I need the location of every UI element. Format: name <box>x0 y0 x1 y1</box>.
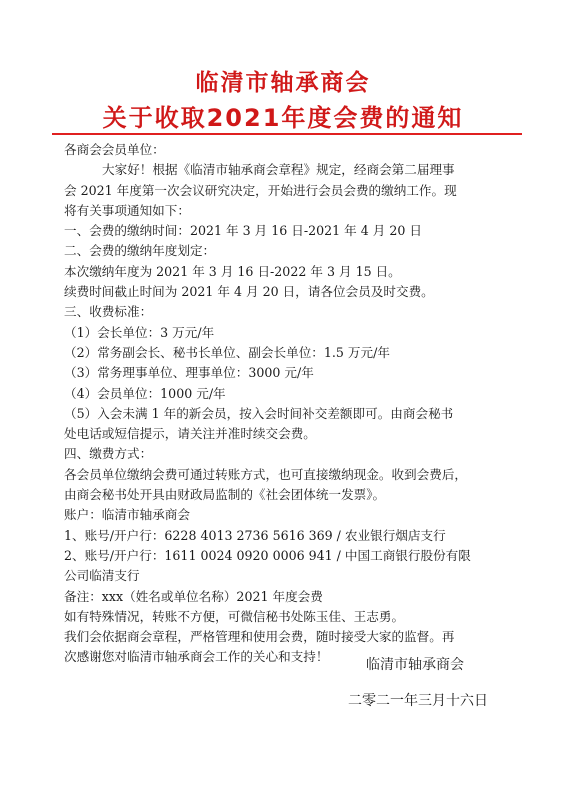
account-2-cont: 公司临清支行 <box>64 568 140 584</box>
closing-line: 我们会依据商会章程，严格管理和使用会费，随时接受大家的监督。再 <box>64 629 455 645</box>
notice-title-org: 临清市轴承商会 <box>195 70 371 96</box>
red-divider-line <box>52 133 522 135</box>
fee-item-president: （1）会长单位：3 万元/年 <box>64 324 215 340</box>
intro-line: 大家好！根据《临清市轴承商会章程》规定，经商会第二届理事 <box>102 162 455 178</box>
section-payment-method: 四、缴费方式： <box>64 446 153 462</box>
payment-deadline: 续费时间截止时间为 2021 年 4 月 20 日，请各位会员及时交费。 <box>64 284 434 300</box>
fee-item-new-member-cont: 处电话或短信提示，请关注并准时续交会费。 <box>64 426 316 442</box>
account-name: 账户：临清市轴承商会 <box>64 507 190 523</box>
closing-line: 次感谢您对临清市轴承商会工作的关心和支持！ <box>64 649 329 665</box>
salutation: 各商会会员单位： <box>64 142 165 157</box>
notice-title-subject: 关于收取2021年度会费的通知 <box>102 104 464 132</box>
intro-line: 将有关事项通知如下： <box>64 202 190 218</box>
section-payment-year: 二、会费的缴纳年度划定： <box>64 243 216 259</box>
intro-line: 会 2021 年度第一次会议研究决定，开始进行会员会费的缴纳工作。现 <box>64 182 457 198</box>
fee-item-member: （4）会员单位：1000 元/年 <box>64 385 226 401</box>
section-fee-standard: 三、收费标准： <box>64 304 153 320</box>
payment-method-invoice: 由商会秘书处开具由财政局监制的《社会团体统一发票》。 <box>64 487 386 503</box>
section-payment-time: 一、会费的缴纳时间：2021 年 3 月 16 日-2021 年 4 月 20 日 <box>64 223 422 239</box>
fee-item-vice-president: （2）常务副会长、秘书长单位、副会长单位：1.5 万元/年 <box>64 344 390 360</box>
signature-org: 临清市轴承商会 <box>366 657 464 673</box>
special-case: 如有特殊情况，转账不方便，可微信秘书处陈玉佳、王志勇。 <box>64 608 405 624</box>
account-2: 2、账号/开户行：1611 0024 0920 0006 941 / 中国工商银行股份有限 <box>64 547 471 563</box>
account-1: 1、账号/开户行：6228 4013 2736 5616 369 / 农业银行烟店支行 <box>64 527 446 543</box>
fee-item-director: （3）常务理事单位、理事单位：3000 元/年 <box>64 365 314 381</box>
fee-item-new-member: （5）入会未满 1 年的新会员，按入会时间补交差额即可。由商会秘书 <box>64 405 454 421</box>
payment-year-range: 本次缴纳年度为 2021 年 3 月 16 日-2022 年 3 月 15 日。 <box>64 263 401 279</box>
remark: 备注：xxx（姓名或单位名称）2021 年度会费 <box>64 588 323 604</box>
notice-body <box>64 140 516 668</box>
payment-method-desc: 各会员单位缴纳会费可通过转账方式，也可直接缴纳现金。收到会费后， <box>64 466 467 482</box>
signature-date: 二零二一年三月十六日 <box>348 693 488 709</box>
